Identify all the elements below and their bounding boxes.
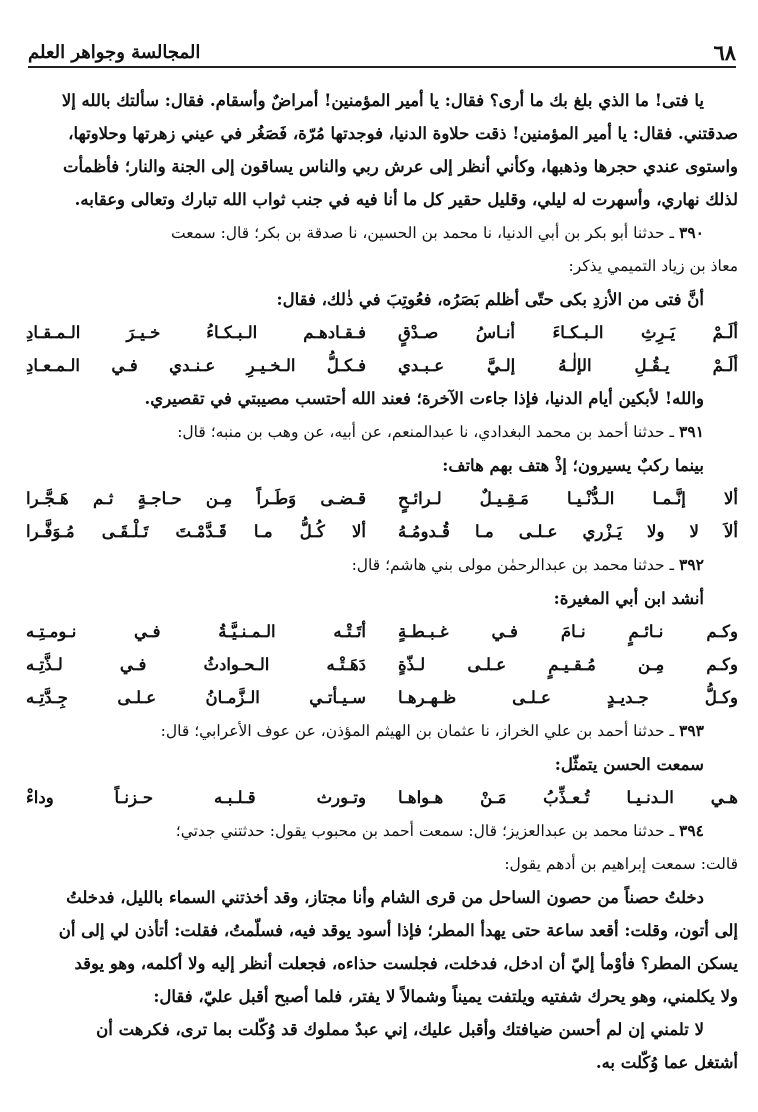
hemistich-first: ألا إنَّـمـا الـدُّنْـيـا مَـقِـيـلٌ لـرائـحٍ bbox=[398, 489, 738, 508]
hemistich-second: سـيـأتـي الـزَّمـانُ عـلـى جِـدَّتِـه bbox=[26, 688, 366, 707]
verse-line bbox=[26, 615, 738, 648]
text-line: أنشد ابن أبي المغيرة: bbox=[553, 589, 704, 608]
verse-line bbox=[26, 648, 738, 681]
text-line: يسكن المطر؟ فأوْمأ إليّ أن ادخل، فدخلت، فجلست حذاءه، فجعلت أنظر إليه ولا أكلمه، وهو يوقد bbox=[74, 954, 738, 973]
verse-line bbox=[26, 681, 738, 714]
text-line: لا تلمني إن لم أحسن ضيافتك وأقبل عليك، إني عبدٌ مملوك قد وُكّلت بما ترى، فكرهت أن bbox=[96, 1020, 704, 1039]
report-number: ٣٩٤ bbox=[679, 821, 704, 840]
text-line: بينما ركبٌ يسيرون؛ إذْ هتف بهم هاتف: bbox=[442, 456, 704, 475]
isnad-text: ـ حدثنا أحمد بن علي الخراز، نا عثمان بن الهيثم المؤذن، عن عوف الأعرابي؛ قال: bbox=[160, 722, 675, 740]
hemistich-first: وكـم نـائـمٍ نـامَ فـي غـبـطـةٍ bbox=[398, 622, 738, 641]
hemistich-second: فـكـلُّ الـخـيـرِ عـنـدي فـي الـمـعـادِ bbox=[26, 356, 366, 375]
text-line: سمعت الحسن يتمثّل: bbox=[554, 755, 704, 774]
report-number: ٣٩٠ bbox=[679, 223, 704, 242]
report-393-line bbox=[26, 714, 738, 748]
report-394-line bbox=[26, 814, 738, 848]
text-line: أنَّ فتى من الأزدِ بكى حتّى أظلم بَصَرُه، فعُوتِبَ في ذٰلك، فقال: bbox=[276, 290, 704, 309]
running-title: المجالسة وجواهر العلم bbox=[28, 41, 201, 63]
text-line: دخلتُ حصناً من حصون الساحل من قرى الشام وأنا مجتاز، وقد أخذتني السماء بالليل، فدخلتُ bbox=[66, 888, 704, 907]
text-line: صدقتني. فقال: يا أمير المؤمنين! ذقت حلاوة الدنيا، فوجدتها مُرّة، فَصَغُر في عيني زهرتها وحلاوتها، bbox=[68, 124, 738, 143]
verse-line bbox=[26, 316, 738, 349]
page-body bbox=[26, 84, 738, 1079]
text-line: والله! لأبكين أيام الدنيا، فإذا جاءت الآخرة؛ فعند الله أحتسب مصيبتي في تقصيري. bbox=[144, 389, 704, 408]
text-line: إلى أتون، وقلت: أقعد ساعة حتى يهدأ المطر؛ فإذا أسود يوقد فيه، فسلّمتُ، فقلت: أتأذن لي إلى أن bbox=[58, 921, 738, 940]
hemistich-second: دَهَـتْـه الـحـوادثُ فـي لـذَّتِـه bbox=[26, 655, 366, 674]
report-391-line bbox=[26, 415, 738, 449]
text-line: أشتغل عما وُكّلت به. bbox=[595, 1053, 738, 1072]
verse-line bbox=[26, 349, 738, 382]
text-line: لذلك نهاري، وأسهرت له ليلي، وقليل حقير كل ما أنا فيه في جنب ثواب الله تبارك وتعالى وعقابه. bbox=[74, 190, 738, 209]
text-line: واستوى عندي حجرها وذهبها، وكأني أنظر إلى عرش ربي والناس يساقون إلى الجنة والنار؛ فأظمأت bbox=[62, 157, 738, 176]
hemistich-first: هـي الـدنـيـا تُـعـذِّبُ مَـنْ هـواهـا bbox=[398, 788, 738, 807]
verse-line bbox=[26, 482, 738, 515]
hemistich-first: وكـلُّ جـديـدٍ عـلـى ظـهـرهـا bbox=[398, 688, 738, 707]
report-number: ٣٩١ bbox=[679, 422, 704, 441]
page-number: ٦٨ bbox=[713, 39, 736, 65]
isnad-text: ـ حدثنا أحمد بن محمد البغدادي، نا عبدالمنعم، عن أبيه، عن وهب بن منبه؛ قال: bbox=[177, 423, 675, 441]
page-header bbox=[28, 38, 736, 68]
verse-line bbox=[26, 781, 738, 814]
hemistich-second: وتـورث قـلـبـه حـزنـاً وداءْ bbox=[26, 788, 366, 807]
hemistich-second: ألا كُـلُّ مـا قَـدَّمْـتَ تَـلْـقَـى مُـوَفَّـرا bbox=[26, 522, 366, 541]
report-390-line bbox=[26, 216, 738, 250]
hemistich-first: ألَـمْ يَـرِثِ الـبـكـاءَ أنـاسُ صـدْقٍ bbox=[398, 323, 738, 342]
verse-line bbox=[26, 515, 738, 548]
isnad-text: ـ حدثنا أبو بكر بن أبي الدنيا، نا محمد بن الحسين، نا صدقة بن بكر؛ قال: سمعت bbox=[171, 224, 675, 242]
hemistich-second: أتَـتْـه الـمـنـيَّـةُ فـي نـومـتِـه bbox=[26, 622, 366, 641]
hemistich-first: ألَـمْ يـقُـلِ الإلٰـهُ إلـيَّ عـبـدي bbox=[398, 356, 738, 375]
hemistich-second: قـضـى وَطَـراً مِـن حـاجـةٍ ثـم هَـجَّـرا bbox=[26, 489, 366, 508]
hemistich-second: فـقـادهـم الـبـكـاءُ خـيـرَ الـمـقـادِ bbox=[26, 323, 366, 342]
text-line: يا فتى! ما الذي بلغ بك ما أرى؟ فقال: يا أمير المؤمنين! أمراضٌ وأسقام. فقال: سألتك بالله إلا bbox=[61, 91, 704, 110]
report-390-line: معاذ بن زياد التميمي يذكر: bbox=[568, 257, 738, 275]
isnad-text: ـ حدثنا محمد بن عبدالعزيز؛ قال: سمعت أحمد بن محبوب يقول: حدثتني جدتي؛ bbox=[175, 822, 675, 840]
report-number: ٣٩٢ bbox=[679, 555, 704, 574]
isnad-text: ـ حدثنا محمد بن عبدالرحمٰن مولى بني هاشم؛ قال: bbox=[351, 556, 675, 574]
hemistich-first: وكـم مِـن مُـقـيـمٍ عـلـى لـذّةٍ bbox=[398, 655, 738, 674]
report-number: ٣٩٣ bbox=[679, 721, 704, 740]
report-392-line bbox=[26, 548, 738, 582]
text-line: ولا يكلمني، وهو يحرك شفتيه ويلتفت يميناً وشمالاً لا يفتر، فلما أصبح أقبل عليّ، فقال: bbox=[153, 987, 738, 1006]
hemistich-first: ألاَ لا ولا يَـزْري عـلـى مـا قُـدومُـهُ bbox=[398, 522, 738, 541]
report-394-line: قالت: سمعت إبراهيم بن أدهم يقول: bbox=[504, 855, 738, 873]
